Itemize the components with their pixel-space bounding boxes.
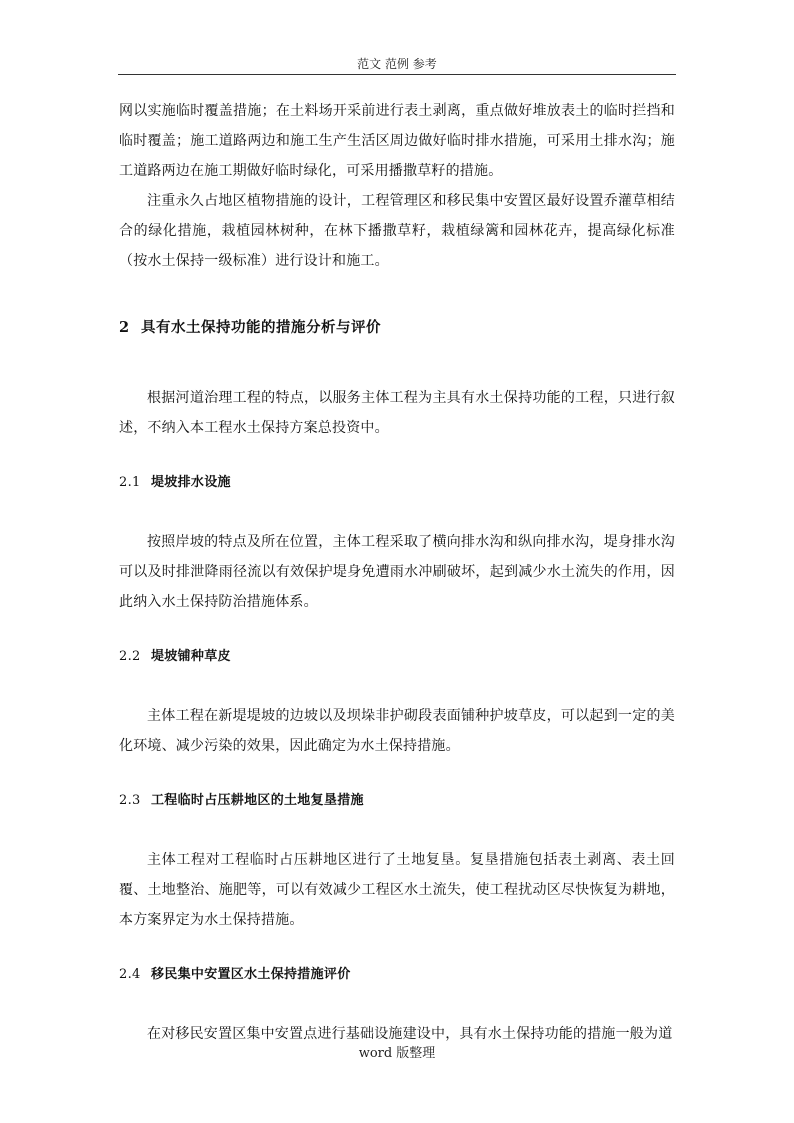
page-content <box>119 96 675 1049</box>
body-paragraph: 按照岸坡的特点及所在位置，主体工程采取了横向排水沟和纵向排水沟，堤身排水沟可以及时排泄降雨径流以有效保护堤身免遭雨水冲刷破坏，起到减少水土流失的作用，因此纳入水土保持防治措施体系。 <box>119 534 675 610</box>
subsection-number: 2.4 <box>119 967 141 982</box>
subsection-title: 工程临时占压耕地区的土地复垦措施 <box>151 793 364 808</box>
subsection-heading <box>119 964 675 986</box>
body-paragraph: 注重永久占地区植物措施的设计，工程管理区和移民集中安置区最好设置乔灌草相结合的绿化措施，栽植园林树种，在林下播撒草籽，栽植绿篱和园林花卉，提高绿化标准（按水土保持一级标准）进行设计和施工。 <box>119 193 675 269</box>
section-heading <box>119 316 675 340</box>
page-header: 范文 范例 参考 <box>357 57 437 71</box>
subsection-number: 2.1 <box>119 475 141 490</box>
body-paragraph: 主体工程对工程临时占压耕地区进行了土地复垦。复垦措施包括表土剥离、表土回覆、土地整治、施肥等，可以有效减少工程区水土流失，使工程扰动区尽快恢复为耕地，本方案界定为水土保持措施。 <box>119 852 675 928</box>
subsection-number: 2.2 <box>119 649 141 664</box>
header-divider <box>118 74 676 75</box>
body-paragraph: 网以实施临时覆盖措施；在土料场开采前进行表土剥离，重点做好堆放表土的临时拦挡和临时覆盖；施工道路两边和施工生产生活区周边做好临时排水措施，可采用土排水沟；施工道路两边在施工期做好临时绿化，可采用播撒草籽的措施。 <box>119 103 675 179</box>
section-title: 具有水土保持功能的措施分析与评价 <box>141 319 381 336</box>
page-footer: word 版整理 <box>358 1046 436 1061</box>
subsection-heading <box>119 646 675 668</box>
body-paragraph: 根据河道治理工程的特点，以服务主体工程为主具有水土保持功能的工程，只进行叙述，不纳入本工程水土保持方案总投资中。 <box>119 390 675 436</box>
subsection-title: 堤坡排水设施 <box>151 475 231 490</box>
subsection-heading <box>119 790 675 812</box>
subsection-title: 堤坡铺种草皮 <box>151 649 231 664</box>
subsection-number: 2.3 <box>119 793 141 808</box>
subsection-title: 移民集中安置区水土保持措施评价 <box>151 967 351 982</box>
body-paragraph: 主体工程在新堤堤坡的边坡以及坝垛非护砌段表面铺种护坡草皮，可以起到一定的美化环境、减少污染的效果，因此确定为水土保持措施。 <box>119 708 675 754</box>
subsection-heading <box>119 472 675 494</box>
section-number: 2 <box>119 319 130 336</box>
body-paragraph: 在对移民安置区集中安置点进行基础设施建设中，具有水土保持功能的措施一般为道 <box>147 1026 673 1042</box>
